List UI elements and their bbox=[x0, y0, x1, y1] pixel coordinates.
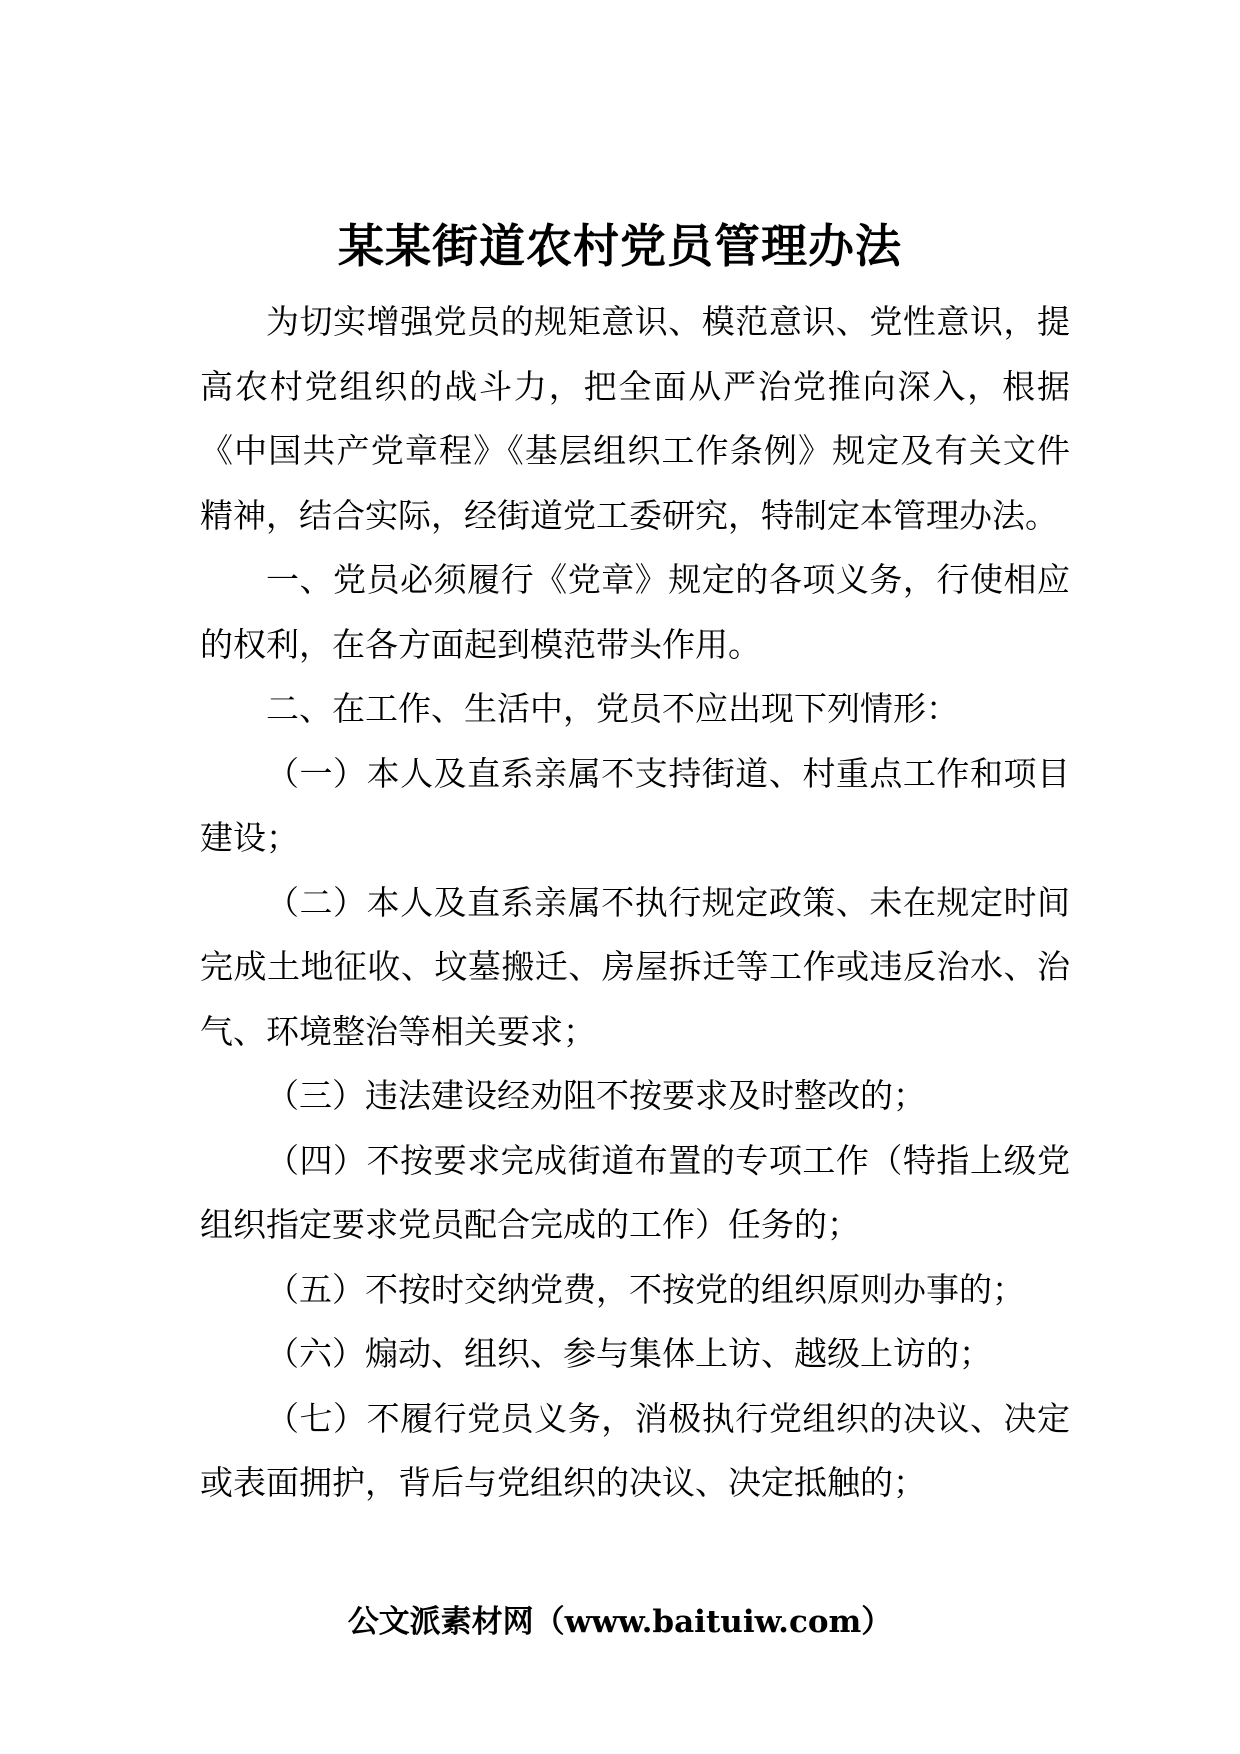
paragraph-item-5: （五）不按时交纳党费，不按党的组织原则办事的； bbox=[266, 1269, 1025, 1309]
paragraph-item-3: （三）违法建设经劝阻不按要求及时整改的； bbox=[266, 1076, 926, 1115]
document-body bbox=[200, 290, 1070, 1516]
paragraph-item-7: （七）不履行党员义务，消极执行党组织的决议、决定或表面拥护，背后与党组织的决议、决定抵触的； bbox=[200, 1398, 1070, 1502]
paragraph-article-2: 二、在工作、生活中，党员不应出现下列情形： bbox=[266, 689, 959, 728]
document-title: 某某街道农村党员管理办法 bbox=[338, 219, 902, 273]
paragraph-preamble: 为切实增强党员的规矩意识、模范意识、党性意识，提高农村党组织的战斗力，把全面从严治党推向深入，根据《中国共产党章程》《基层组织工作条例》规定及有关文件精神，结合实际，经街道党工委研究，特制定本管理办法。 bbox=[200, 302, 1070, 535]
footer-watermark: 公文派素材网（www.baituiw.com） bbox=[347, 1604, 893, 1640]
paragraph-item-6: （六）煽动、组织、参与集体上访、越级上访的； bbox=[266, 1334, 992, 1373]
paragraph-item-2: （二）本人及直系亲属不执行规定政策、未在规定时间完成土地征收、坟墓搬迁、房屋拆迁等工作或违反治水、治气、环境整治等相关要求； bbox=[200, 882, 1070, 1051]
paragraph-article-1: 一、党员必须履行《党章》规定的各项义务，行使相应的权利，在各方面起到模范带头作用。 bbox=[200, 560, 1070, 664]
paragraph-item-4: （四）不按要求完成街道布置的专项工作（特指上级党组织指定要求党员配合完成的工作）任务的； bbox=[200, 1140, 1070, 1244]
paragraph-item-1: （一）本人及直系亲属不支持街道、村重点工作和项目建设； bbox=[200, 753, 1070, 857]
